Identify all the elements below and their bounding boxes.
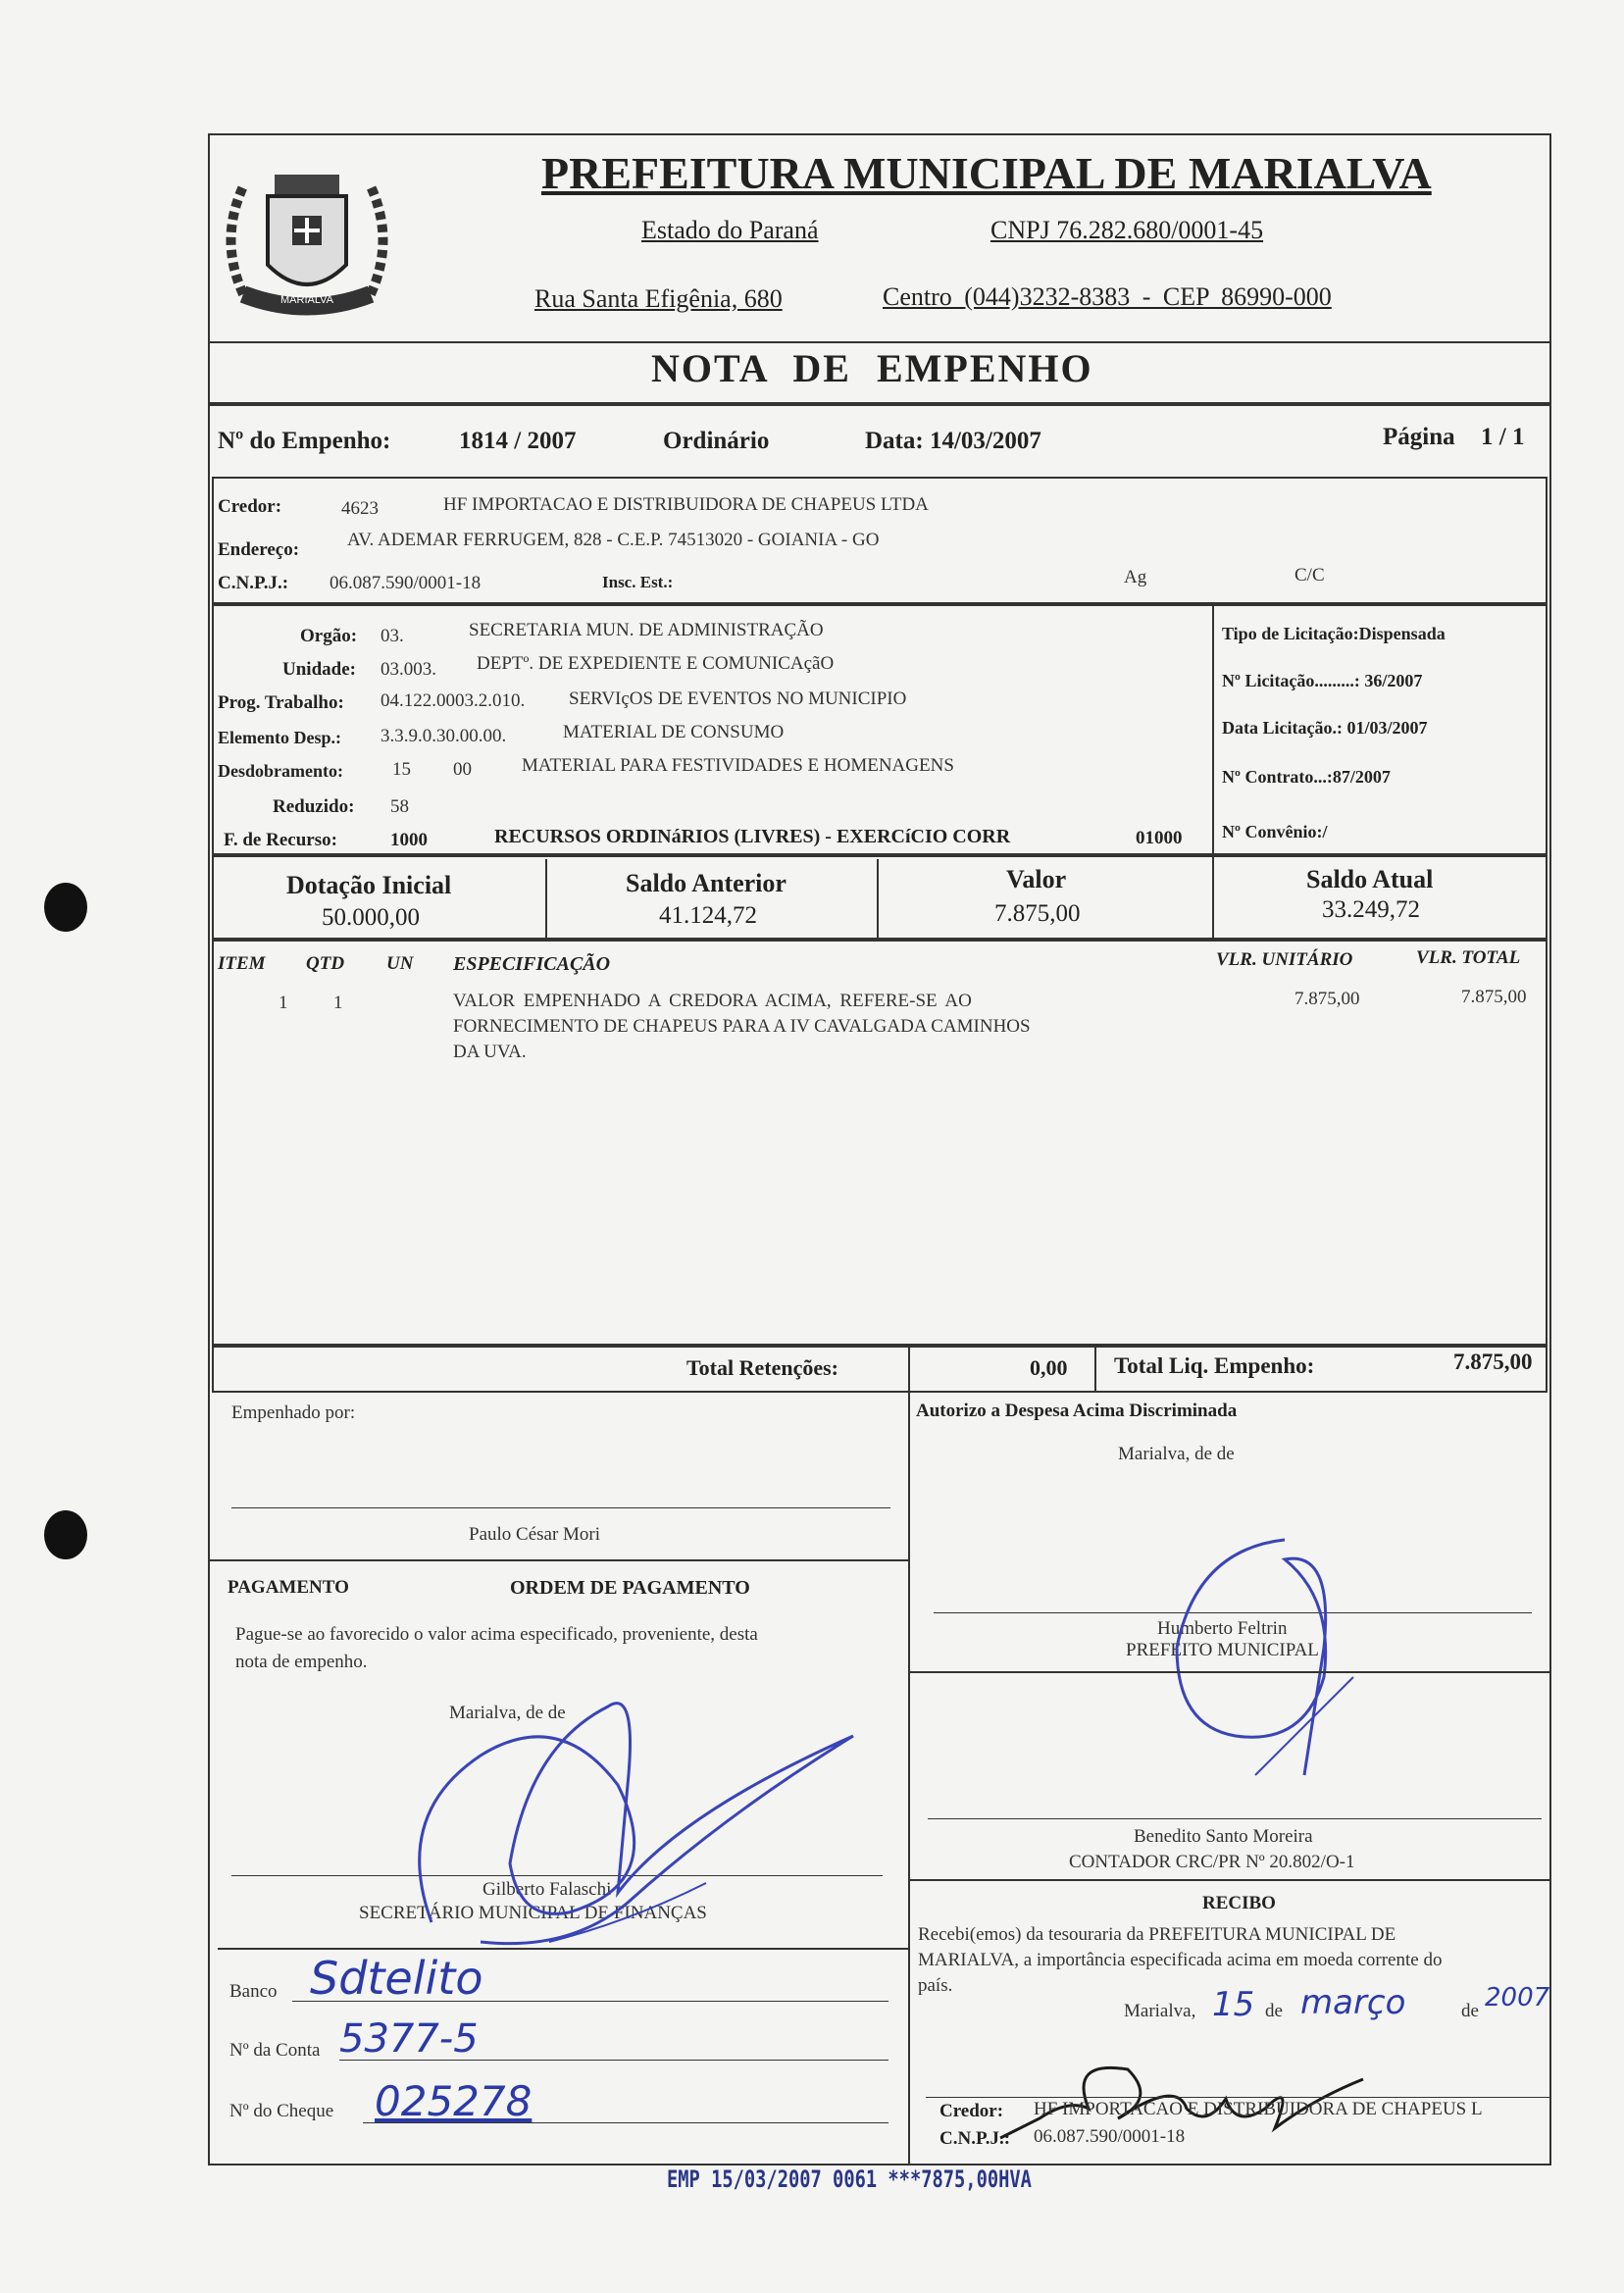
fonte-label: F. de Recurso: [224,830,337,850]
credor-label: Credor: [218,496,282,517]
prefeito-name: Humberto Feltrin [1157,1618,1288,1639]
contrato: Nº Contrato...:87/2007 [1222,767,1391,787]
autorizo-date: Marialva, de de [1118,1444,1235,1464]
recibo-date-month: março [1300,1983,1406,2022]
row-qtd: 1 [333,993,343,1013]
row-unit-value: 7.875,00 [1294,989,1360,1009]
prefeito-signature [1157,1530,1393,1785]
totals-row [212,1346,1548,1393]
credor-cnpj: 06.087.590/0001-18 [330,573,482,593]
endereco: AV. ADEMAR FERRUGEM, 828 - C.E.P. 74513020 - GOIANIA - GO [347,530,880,550]
empenho-number: 1814 / 2007 [459,428,577,454]
liquido-value: 7.875,00 [1453,1350,1533,1374]
recibo-text-line1: Recebi(emos) da tesouraria da PREFEITURA MUNICIPAL DE [918,1924,1396,1945]
dotacao-inicial-value: 50.000,00 [322,904,420,931]
licitacao-tipo: Tipo de Licitação:Dispensada [1222,624,1446,643]
insc-label: Insc. Est.: [602,573,674,591]
row-total-value: 7.875,00 [1461,987,1527,1007]
empenhado-label: Empenhado por: [231,1402,356,1423]
recibo-text-line2: MARIALVA, a importância especificada acima em moeda corrente do [918,1950,1443,1970]
unidade-code: 03.003. [381,659,436,680]
prog-label: Prog. Trabalho: [218,692,344,713]
ordem-pagamento-title: ORDEM DE PAGAMENTO [510,1577,750,1599]
col-header-un: UN [386,953,414,974]
desd-label: Desdobramento: [218,761,343,781]
conta-handwritten: 5377-5 [339,2016,479,2062]
cheque-label: Nº do Cheque [229,2101,334,2121]
convenio: Nº Convênio:/ [1222,822,1328,841]
contador-name: Benedito Santo Moreira [1134,1826,1313,1847]
credor-name: HF IMPORTACAO E DISTRIBUIDORA DE CHAPEUS LTDA [443,494,929,515]
orgao-label: Orgão: [300,626,358,646]
cheque-handwritten: 025278 [375,2077,533,2125]
signature-line [926,2097,1551,2098]
recibo-date-de2: de [1461,2001,1479,2021]
row-desc-line1: VALOR EMPENHADO A CREDORA ACIMA, REFERE-SE AO [453,991,972,1011]
elem-label: Elemento Desp.: [218,728,341,747]
recibo-credor-name: HF IMPORTACAO E DISTRIBUIDORA DE CHAPEUS L [1034,2099,1483,2119]
fonte-code: 1000 [390,830,428,850]
cnpj-label: C.N.P.J.: [218,573,289,593]
page-label: Página [1383,424,1455,450]
banco-handwritten: Sdtelito [310,1952,483,2005]
dotacao-inicial-label: Dotação Inicial [286,871,452,899]
payment-stamp: EMP 15/03/2007 0061 ***7875,00HVA [667,2166,1032,2193]
col-header-vlr-unitario: VLR. UNITÁRIO [1216,949,1353,970]
col-header-vlr-total: VLR. TOTAL [1416,947,1521,968]
empenho-type: Ordinário [663,428,770,454]
reduz-value: 58 [390,796,409,817]
hole-punch [44,883,87,932]
col-header-especificacao: ESPECIFICAÇÃO [453,953,611,975]
empenho-date: Data: 14/03/2007 [865,428,1041,454]
pagamento-text-line2: nota de empenho. [235,1652,368,1672]
cc-label: C/C [1294,565,1325,586]
recibo-cnpj: 06.087.590/0001-18 [1034,2126,1186,2147]
elem-code: 3.3.9.0.30.00.00. [381,726,507,746]
document-title: NOTA DE EMPENHO [651,346,1093,390]
col-header-item: ITEM [218,953,266,974]
saldo-atual-value: 33.249,72 [1322,896,1420,923]
recibo-date-prefix: Marialva, [1124,2001,1196,2021]
fonte-name: RECURSOS ORDINáRIOS (LIVRES) - EXERCíCIO CORR [494,826,1011,847]
signature-line [231,1507,890,1508]
empenho-number-label: Nº do Empenho: [218,428,391,454]
pagamento-date: Marialva, de de [449,1703,566,1723]
recibo-date-day: 15 [1212,1985,1255,2024]
licitacao-data: Data Licitação.: 01/03/2007 [1222,718,1428,738]
prefeito-title: PREFEITO MUNICIPAL [1126,1640,1319,1660]
unidade-label: Unidade: [282,659,356,680]
recibo-cnpj-label: C.N.P.J.: [939,2128,1011,2149]
contador-title: CONTADOR CRC/PR Nº 20.802/O-1 [1069,1852,1355,1872]
credor-code: 4623 [341,498,379,519]
prog-code: 04.122.0003.2.010. [381,690,526,711]
row-desc-line2: FORNECIMENTO DE CHAPEUS PARA A IV CAVALGADA CAMINHOS [453,1016,1031,1037]
pagamento-text-line1: Pague-se ao favorecido o valor acima especificado, proveniente, desta [235,1624,758,1645]
signature-line [928,1818,1542,1819]
secretario-name: Gilberto Falaschi [482,1879,612,1900]
recibo-title: RECIBO [1202,1893,1276,1913]
desd-code2: 00 [453,759,472,780]
licitacao-numero: Nº Licitação.........: 36/2007 [1222,671,1423,690]
recibo-date-de1: de [1265,2001,1283,2021]
valor-label: Valor [1006,865,1067,893]
endereco-label: Endereço: [218,539,300,560]
recibo-date-year: 2007 [1485,1983,1550,2013]
cnpj-header: CNPJ 76.282.680/0001-45 [990,216,1264,244]
banco-label: Banco [229,1981,278,2002]
recibo-credor-label: Credor: [939,2101,1004,2121]
secretario-signature [373,1667,863,1962]
liquido-label: Total Liq. Empenho: [1114,1353,1315,1378]
retencoes-value: 0,00 [1030,1355,1068,1380]
valor-value: 7.875,00 [994,900,1081,927]
page-number: 1 / 1 [1481,424,1525,450]
autorizo-label: Autorizo a Despesa Acima Discriminada [916,1401,1238,1421]
conta-label: Nº da Conta [229,2040,321,2061]
prog-name: SERVIçOS DE EVENTOS NO MUNICIPIO [569,688,907,709]
seal-text: MARIALVA [280,294,333,306]
hole-punch [44,1510,87,1559]
retencoes-label: Total Retenções: [686,1355,838,1380]
ag-label: Ag [1124,567,1147,587]
unidade-name: DEPTº. DE EXPEDIENTE E COMUNICAçãO [477,653,835,674]
pagamento-title: PAGAMENTO [228,1577,349,1598]
address: Rua Santa Efigênia, 680 [534,284,783,313]
contact-info: Centro (044)3232-8383 - CEP 86990-000 [883,282,1332,311]
municipal-seal [214,147,400,333]
secretario-title: SECRETÁRIO MUNICIPAL DE FINANÇAS [359,1903,707,1923]
fonte-code2: 01000 [1136,828,1183,848]
saldo-anterior-label: Saldo Anterior [626,869,787,897]
col-header-qtd: QTD [306,953,345,974]
orgao-code: 03. [381,626,404,646]
desd-code1: 15 [392,759,411,780]
municipality-title: PREFEITURA MUNICIPAL DE MARIALVA [541,148,1432,198]
desd-name: MATERIAL PARA FESTIVIDADES E HOMENAGENS [522,755,954,776]
saldo-atual-label: Saldo Atual [1306,865,1434,893]
elem-name: MATERIAL DE CONSUMO [563,722,785,742]
saldo-anterior-value: 41.124,72 [659,902,757,929]
row-item: 1 [279,993,288,1013]
row-desc-line3: DA UVA. [453,1042,527,1062]
empenhado-name: Paulo César Mori [469,1524,601,1545]
reduz-label: Reduzido: [273,796,355,817]
orgao-name: SECRETARIA MUN. DE ADMINISTRAÇÃO [469,620,824,640]
recibo-text-line3: país. [918,1975,953,1996]
state-name: Estado do Paraná [641,216,819,244]
